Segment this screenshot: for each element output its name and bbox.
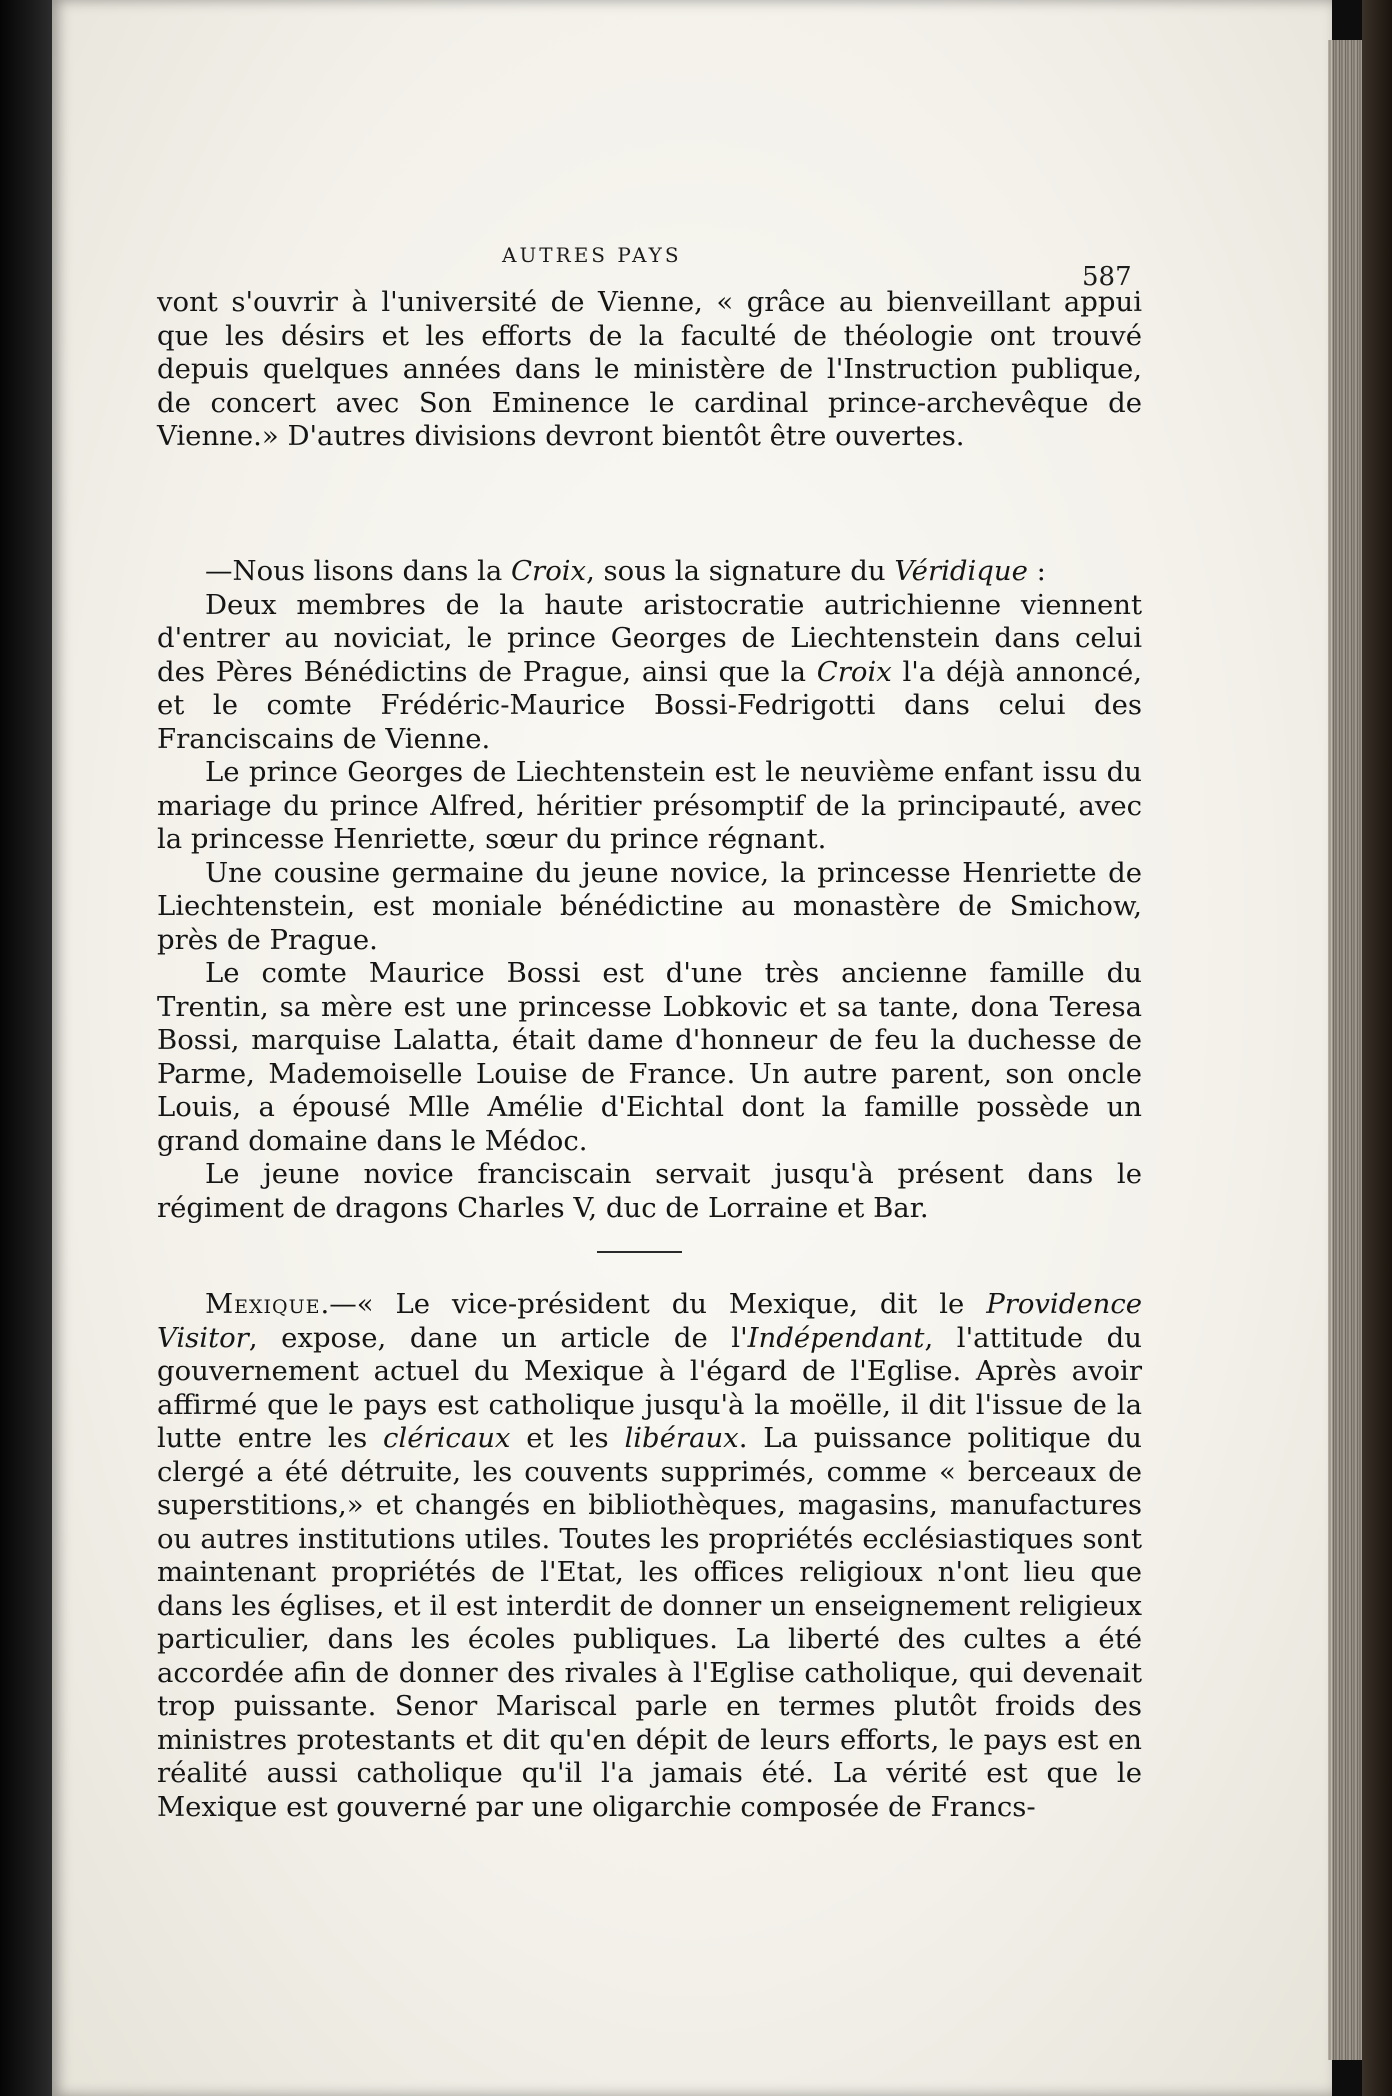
running-head: AUTRES PAYS xyxy=(502,243,682,267)
page-number: 587 xyxy=(1082,262,1132,292)
independant-title: Indépendant xyxy=(747,1321,925,1354)
section-label: Mexique xyxy=(205,1288,321,1320)
croix-title: Croix xyxy=(511,555,587,587)
croix-title: Croix xyxy=(816,655,892,688)
liechtenstein-section xyxy=(157,555,1142,1225)
continued-paragraph xyxy=(157,286,1142,454)
scan-border-left xyxy=(0,0,52,2096)
section-divider xyxy=(597,1251,682,1253)
mexique-section xyxy=(157,1288,1142,1824)
paragraph: Le comte Maurice Bossi est d'une très ancienne famille du Trentin, sa mère est une princesse Lobkovic et sa tante, dona Teresa Bossi, marquise Lalatta, était dame d'honneur de feu la duchesse de Parme, Mademoiselle Louise de France. Un autre parent, son oncle Louis, a épousé Mlle Amélie d'Eichtal dont la famille possède un grand domaine dans le Médoc. xyxy=(157,957,1142,1157)
scan-border-right xyxy=(1362,0,1392,2096)
veridique-signature: Véridique xyxy=(894,555,1028,587)
paragraph: Une cousine germaine du jeune novice, la princesse Henriette de Liechtenstein, est moniale bénédictine au monastère de Smichow, près de Prague. xyxy=(157,856,1142,956)
paragraph: Mexique.—« Le vice-président du Mexique, dit le Providence Visitor, expose, dane un article de l'Indépendant, l'attitude du gouvernement actuel du Mexique à l'égard de l'Eglise. Après avoir affirmé que le pays est catholique jusqu'à la moëlle, il dit l'issue de la lutte entre les cléricaux et les libéraux. La puissance politique du clergé a été détruite, les couvents supprimés, comme « berceaux de superstitions,» et changés en bibliothèques, magasins, manufactures ou autres institutions utiles. Toutes les propriétés ecclésiastiques sont maintenant propriétés de l'Etat, les offices religioux n'ont lieu que dans les églises, et il est interdit de donner un enseignement religieux particulier, dans les écoles publiques. La liberté des cultes a été accordée afin de donner des rivales à l'Eglise catholique, qui devenait trop puissante. Senor Mariscal parle en termes plutôt froids des ministres protestants et dit qu'en dépit de leurs efforts, le pays est en réalité aussi catholique qu'il l'a jamais été. La vérité est que le Mexique est gouverné par une oligarchie composée de Francs- xyxy=(157,1288,1143,1823)
providence-visitor-title: Providence Visitor xyxy=(157,1288,1142,1354)
page-edges xyxy=(1328,40,1364,2060)
paragraph: vont s'ouvrir à l'université de Vienne, « grâce au bienveillant appui que les désirs et les efforts de la faculté de théologie ont trouvé depuis quelques années dans le ministère de l'Instruction publique, de concert avec Son Eminence le cardinal prince-archevêque de Vienne.» D'autres divisions devront bientôt être ouvertes. xyxy=(157,286,1142,452)
book-page xyxy=(52,0,1332,2096)
section-intro: —Nous lisons dans la Croix, sous la signature du Véridique : xyxy=(205,555,1046,587)
paragraph: Le prince Georges de Liechtenstein est le neuvième enfant issu du mariage du prince Alfred, héritier présomptif de la principauté, avec la princesse Henriette, sœur du prince régnant. xyxy=(157,756,1142,855)
paragraph: Le jeune novice franciscain servait jusqu'à présent dans le régiment de dragons Charles V, duc de Lorraine et Bar. xyxy=(157,1158,1142,1224)
paragraph: Deux membres de la haute aristocratie autrichienne viennent d'entrer au noviciat, le prince Georges de Liechtenstein dans celui des Pères Bénédictins de Prague, ainsi que la Croix l'a déjà annoncé, et le comte Frédéric-Maurice Bossi-Fedrigotti dans celui des Franciscains de Vienne. xyxy=(157,588,1143,755)
